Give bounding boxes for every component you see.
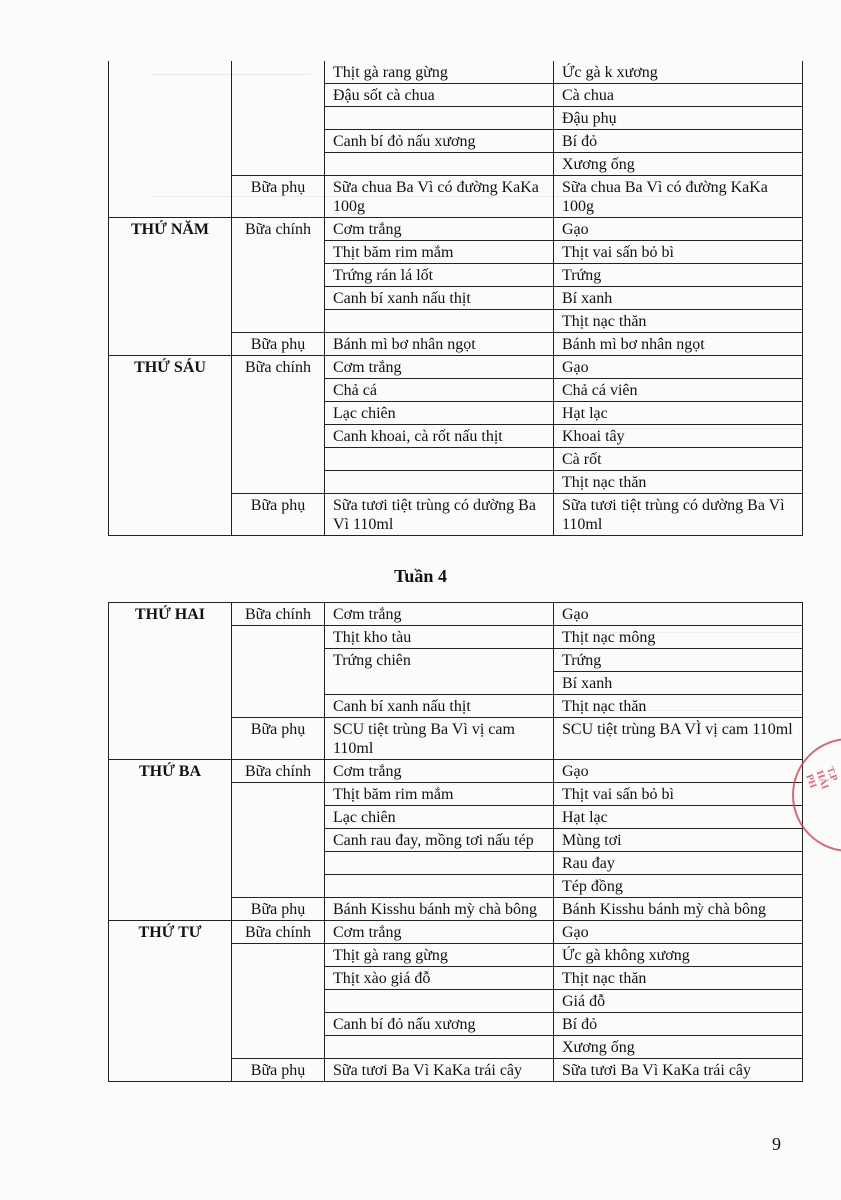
meal-label-snack: Bữa phụ xyxy=(232,333,325,356)
dish-cell: Lạc chiên xyxy=(325,402,554,425)
seal-text: T.P HẢI PH xyxy=(803,765,840,791)
ingredient-cell: Cà rốt xyxy=(554,448,803,471)
meal-label-main: Bữa chính xyxy=(232,356,325,494)
ingredient-cell: Cà chua xyxy=(554,84,803,107)
table-row xyxy=(109,218,803,241)
ingredient-cell: Bí xanh xyxy=(554,672,803,695)
ingredient-cell: Rau đay xyxy=(554,852,803,875)
meal-cell-main xyxy=(232,61,325,176)
ingredient-cell: Thịt vai sấn bỏ bì xyxy=(554,241,803,264)
table-row xyxy=(109,603,803,626)
dish-cell xyxy=(325,448,554,471)
dish-cell: Thịt kho tàu xyxy=(325,626,554,649)
dish-cell: Đậu sốt cà chua xyxy=(325,84,554,107)
dish-cell: Canh bí xanh nấu thịt xyxy=(325,695,554,718)
table-row xyxy=(109,921,803,944)
ingredient-cell: Mùng tơi xyxy=(554,829,803,852)
dish-cell: Lạc chiên xyxy=(325,806,554,829)
ingredient-cell: Gạo xyxy=(554,356,803,379)
dish-cell: Bánh mì bơ nhân ngọt xyxy=(325,333,554,356)
dish-cell xyxy=(325,875,554,898)
ingredient-cell: Giá đỗ xyxy=(554,990,803,1013)
meal-cell-main xyxy=(232,944,325,1059)
day-cell-continued xyxy=(109,61,232,218)
meal-label-snack: Bữa phụ xyxy=(232,176,325,218)
ingredient-cell: SCU tiệt trùng BA VÌ vị cam 110ml xyxy=(554,718,803,760)
ingredient-cell: Gạo xyxy=(554,760,803,783)
ingredient-cell: Sữa tươi tiệt trùng có dường Ba Vì 110ml xyxy=(554,494,803,536)
dish-cell: Cơm trắng xyxy=(325,921,554,944)
dish-cell: Sữa tươi Ba Vì KaKa trái cây xyxy=(325,1059,554,1082)
table-row xyxy=(109,356,803,379)
ingredient-cell: Chả cá viên xyxy=(554,379,803,402)
dish-cell: Canh bí xanh nấu thịt xyxy=(325,287,554,310)
meal-cell-main xyxy=(232,783,325,898)
meal-label-main: Bữa chính xyxy=(232,218,325,333)
dish-cell: Thịt xào giá đỗ xyxy=(325,967,554,990)
page-number: 9 xyxy=(772,1134,781,1154)
dish-cell: Thịt gà rang gừng xyxy=(325,61,554,84)
dish-cell: Trứng chiên xyxy=(325,649,554,695)
ingredient-cell: Tép đồng xyxy=(554,875,803,898)
ingredient-cell: Hạt lạc xyxy=(554,402,803,425)
dish-cell xyxy=(325,107,554,130)
ingredient-cell: Bí xanh xyxy=(554,287,803,310)
table-row xyxy=(109,760,803,783)
meal-label-snack: Bữa phụ xyxy=(232,1059,325,1082)
dish-cell xyxy=(325,990,554,1013)
ingredient-cell: Bí đỏ xyxy=(554,130,803,153)
day-label-wednesday: THỨ TƯ xyxy=(109,921,232,1082)
dish-cell: Sữa tươi tiệt trùng có dường Ba Vì 110ml xyxy=(325,494,554,536)
ingredient-cell: Sữa tươi Ba Vì KaKa trái cây xyxy=(554,1059,803,1082)
ingredient-cell: Bánh mì bơ nhân ngọt xyxy=(554,333,803,356)
dish-cell: Trứng rán lá lốt xyxy=(325,264,554,287)
ingredient-cell: Gạo xyxy=(554,603,803,626)
dish-cell: Thịt băm rim mắm xyxy=(325,783,554,806)
ingredient-cell: Bánh Kisshu bánh mỳ chà bông xyxy=(554,898,803,921)
ingredient-cell: Gạo xyxy=(554,218,803,241)
menu-table-week3-continued xyxy=(108,61,803,536)
dish-cell xyxy=(325,153,554,176)
dish-cell: SCU tiệt trùng Ba Vì vị cam 110ml xyxy=(325,718,554,760)
dish-cell: Thịt gà rang gừng xyxy=(325,944,554,967)
meal-label-main: Bữa chính xyxy=(232,921,325,944)
dish-cell: Canh khoai, cà rốt nấu thịt xyxy=(325,425,554,448)
dish-cell: Canh bí đỏ nấu xương xyxy=(325,1013,554,1036)
dish-cell: Bánh Kisshu bánh mỳ chà bông xyxy=(325,898,554,921)
meal-label-snack: Bữa phụ xyxy=(232,898,325,921)
day-label-tuesday: THỨ BA xyxy=(109,760,232,921)
ingredient-cell: Khoai tây xyxy=(554,425,803,448)
meal-label-snack: Bữa phụ xyxy=(232,494,325,536)
week-title: Tuần 4 xyxy=(394,566,447,586)
ingredient-cell: Thịt nạc thăn xyxy=(554,695,803,718)
ingredient-cell: Bí đỏ xyxy=(554,1013,803,1036)
dish-cell xyxy=(325,852,554,875)
ingredient-cell: Trứng xyxy=(554,264,803,287)
ingredient-cell: Thịt nạc mông xyxy=(554,626,803,649)
meal-label-snack: Bữa phụ xyxy=(232,718,325,760)
dish-cell xyxy=(325,310,554,333)
meal-label-main: Bữa chính xyxy=(232,603,325,626)
dish-cell: Canh bí đỏ nấu xương xyxy=(325,130,554,153)
dish-cell: Cơm trắng xyxy=(325,356,554,379)
table-row xyxy=(109,61,803,84)
day-label-thursday: THỨ NĂM xyxy=(109,218,232,356)
dish-cell: Cơm trắng xyxy=(325,603,554,626)
ingredient-cell: Trứng xyxy=(554,649,803,672)
ingredient-cell: Xương ống xyxy=(554,1036,803,1059)
dish-cell xyxy=(325,1036,554,1059)
meal-cell-main xyxy=(232,626,325,718)
dish-cell: Chả cá xyxy=(325,379,554,402)
menu-table-week4 xyxy=(108,602,803,1082)
ingredient-cell: Xương ống xyxy=(554,153,803,176)
ingredient-cell: Thịt nạc thăn xyxy=(554,310,803,333)
ingredient-cell: Hạt lạc xyxy=(554,806,803,829)
dish-cell: Thịt băm rim mắm xyxy=(325,241,554,264)
dish-cell: Sữa chua Ba Vì có đường KaKa 100g xyxy=(325,176,554,218)
ingredient-cell: Sữa chua Ba Vì có đường KaKa 100g xyxy=(554,176,803,218)
day-label-friday: THỨ SÁU xyxy=(109,356,232,536)
ingredient-cell: Thịt nạc thăn xyxy=(554,471,803,494)
dish-cell: Cơm trắng xyxy=(325,218,554,241)
meal-label-main: Bữa chính xyxy=(232,760,325,783)
dish-cell: Canh rau đay, mồng tơi nấu tép xyxy=(325,829,554,852)
dish-cell: Cơm trắng xyxy=(325,760,554,783)
ingredient-cell: Thịt vai sấn bỏ bì xyxy=(554,783,803,806)
day-label-monday: THỨ HAI xyxy=(109,603,232,760)
ingredient-cell: Ức gà không xương xyxy=(554,944,803,967)
dish-cell xyxy=(325,471,554,494)
ingredient-cell: Ức gà k xương xyxy=(554,61,803,84)
ingredient-cell: Đậu phụ xyxy=(554,107,803,130)
ingredient-cell: Thịt nạc thăn xyxy=(554,967,803,990)
ingredient-cell: Gạo xyxy=(554,921,803,944)
